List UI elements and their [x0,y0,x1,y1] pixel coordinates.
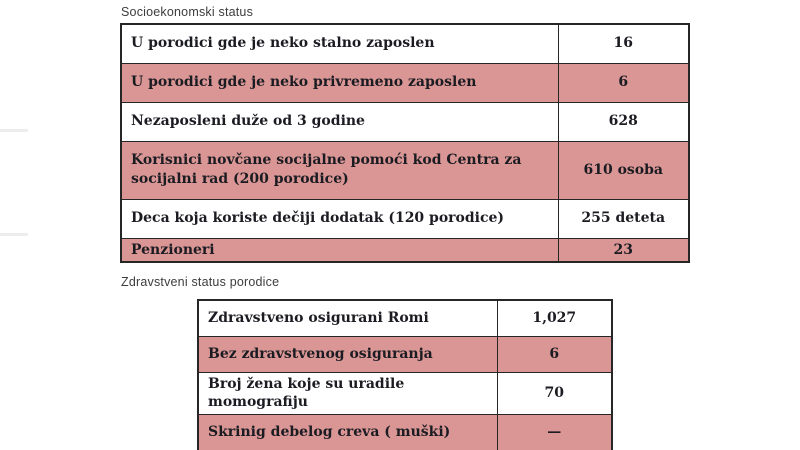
row-value: — [497,415,612,450]
table-row [198,300,612,336]
row-label: Broj žena koje su uradile momografiju [198,372,497,415]
zdravstveni-status-porodice-table [197,299,613,450]
row-value: 610 osoba [558,141,689,199]
row-label: U porodici gde je neko stalno zaposlen [121,24,558,63]
table-row [121,63,689,102]
row-value: 70 [497,372,612,415]
row-label: Nezaposleni duže od 3 godine [121,102,558,141]
row-value: 1,027 [497,300,612,336]
left-edge-mark [0,129,28,132]
row-value: 16 [558,24,689,63]
table-row [121,238,689,262]
row-value: 23 [558,238,689,262]
socioekonomski-status-table [120,23,690,263]
table-row [121,141,689,199]
row-label: Zdravstveno osigurani Romi [198,300,497,336]
table-row [121,24,689,63]
section-title-zdravstveni-status-porodice: Zdravstveni status porodice [121,275,280,289]
row-label: Skrinig debelog creva ( muški) [198,415,497,450]
row-value: 255 deteta [558,199,689,238]
row-value: 6 [497,336,612,372]
table-row [121,199,689,238]
row-label: Korisnici novčane socijalne pomoći kod Centra za socijalni rad (200 porodice) [121,141,558,199]
row-label: Bez zdravstvenog osiguranja [198,336,497,372]
table-row [198,372,612,415]
row-value: 628 [558,102,689,141]
table-row [121,102,689,141]
section-title-socioekonomski-status: Socioekonomski status [121,5,254,19]
row-label: Deca koja koriste dečiji dodatak (120 porodice) [121,199,558,238]
row-label: Penzioneri [121,238,558,262]
row-value: 6 [558,63,689,102]
table-row [198,415,612,450]
table-row [198,336,612,372]
row-label: U porodici gde je neko privremeno zaposlen [121,63,558,102]
left-edge-mark [0,233,28,236]
